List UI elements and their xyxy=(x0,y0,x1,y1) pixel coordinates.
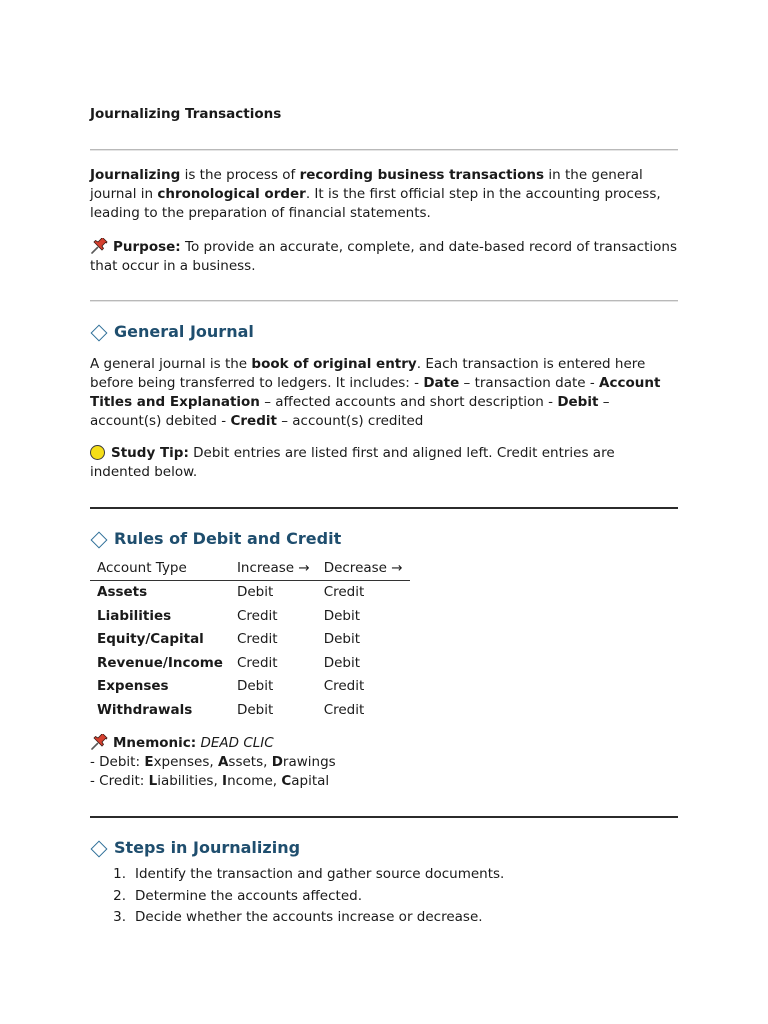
column-header: Increase → xyxy=(230,556,317,581)
divider xyxy=(90,507,678,509)
text-run: ssets, xyxy=(228,754,272,770)
text-run: in the general journal in xyxy=(90,167,643,202)
diamond-icon xyxy=(91,532,108,549)
study-tip-paragraph xyxy=(90,444,678,482)
intro-paragraph xyxy=(90,166,678,223)
yellow-circle-icon xyxy=(90,445,105,460)
text-run: ncome, xyxy=(227,773,282,789)
account-type-cell: Revenue/Income xyxy=(97,654,223,671)
section-heading-rules xyxy=(90,528,678,550)
account-type-cell: Assets xyxy=(97,584,148,600)
purpose-label: Purpose: xyxy=(113,239,181,255)
bold-text-run: I xyxy=(222,773,228,789)
purpose-paragraph xyxy=(90,238,678,276)
account-type-cell: Expenses xyxy=(97,678,169,695)
bold-text-run: Date xyxy=(423,375,460,391)
step-number: 3. xyxy=(113,909,126,925)
table-row xyxy=(90,699,410,723)
mnemonic-text: DEAD CLIC xyxy=(200,735,274,751)
mnemonic-debit-line xyxy=(90,754,336,770)
text-run: A general journal is the xyxy=(90,356,252,372)
text-run: – affected accounts and short description - xyxy=(259,394,558,410)
bold-text-run: A xyxy=(217,754,229,770)
account-type-cell: Liabilities xyxy=(97,607,172,624)
diamond-icon xyxy=(91,325,108,342)
divider xyxy=(90,300,678,302)
table-row xyxy=(90,675,410,699)
column-header: Decrease → xyxy=(317,556,410,581)
decrease-cell: Debit xyxy=(323,631,361,648)
bold-text-run: book of original entry xyxy=(251,356,417,372)
general-journal-text xyxy=(90,356,660,429)
document-title: Journalizing Transactions xyxy=(90,106,282,122)
column-header: Account Type xyxy=(90,556,230,581)
table-row xyxy=(90,652,410,676)
bold-text-run: L xyxy=(148,773,158,789)
text-run: apital xyxy=(291,773,330,789)
mnemonic-paragraph xyxy=(90,734,678,791)
pushpin-icon xyxy=(90,238,108,254)
table-row xyxy=(90,581,410,605)
increase-cell: Credit xyxy=(236,631,278,648)
bold-text-run: D xyxy=(271,754,283,770)
divider xyxy=(90,816,678,818)
divider xyxy=(90,149,678,151)
text-run: . It is the first official step in the accounting process, leading to the preparation of financial statements. xyxy=(90,186,661,221)
decrease-cell: Credit xyxy=(323,701,365,718)
text-run: rawings xyxy=(282,754,336,770)
account-type-cell: Equity/Capital xyxy=(97,631,204,648)
bold-text-run: Journalizing xyxy=(90,167,181,183)
text-run: - Debit: xyxy=(90,754,145,770)
bold-text-run: chronological order xyxy=(157,186,306,202)
text-run: . Each transaction is entered here before being transferred to ledgers. It includes: - xyxy=(90,356,646,391)
step-text: Decide whether the accounts increase or decrease. xyxy=(135,909,483,925)
section-heading-steps xyxy=(90,837,678,859)
debit-credit-table xyxy=(90,556,410,723)
heading-text: Steps in Journalizing xyxy=(114,838,301,857)
diamond-icon xyxy=(91,841,108,858)
text-run: iabilities, xyxy=(157,773,223,789)
heading-text: Rules of Debit and Credit xyxy=(114,529,342,548)
decrease-cell: Debit xyxy=(323,654,361,671)
text-run: is the process of xyxy=(180,167,300,183)
purpose-text: To provide an accurate, complete, and date-based record of transactions that occur in a business. xyxy=(90,239,677,274)
increase-cell: Debit xyxy=(236,678,274,695)
text-run: xpenses, xyxy=(153,754,218,770)
bold-text-run: Account Titles and Explanation xyxy=(90,375,661,410)
table-header-row xyxy=(90,556,410,581)
text-run: – account(s) debited - xyxy=(90,394,610,429)
mnemonic-credit-line xyxy=(90,773,329,789)
bold-text-run: C xyxy=(281,773,292,789)
section-heading-general-journal xyxy=(90,321,678,343)
account-type-cell: Withdrawals xyxy=(97,701,193,718)
text-run: – transaction date - xyxy=(459,375,600,391)
heading-text: General Journal xyxy=(114,322,254,341)
step-number: 2. xyxy=(113,887,126,904)
table-row xyxy=(90,605,410,629)
study-tip-label: Study Tip: xyxy=(111,445,189,461)
increase-cell: Debit xyxy=(236,701,274,718)
step-text: Identify the transaction and gather source documents. xyxy=(135,866,505,882)
table-row xyxy=(90,628,410,652)
general-journal-paragraph xyxy=(90,355,678,431)
increase-cell: Credit xyxy=(236,607,278,624)
decrease-cell: Credit xyxy=(323,584,365,600)
step-number: 1. xyxy=(113,866,126,882)
decrease-cell: Debit xyxy=(323,607,361,624)
step-text: Determine the accounts affected. xyxy=(135,887,362,904)
text-run: - Credit: xyxy=(90,773,149,789)
mnemonic-label: Mnemonic: xyxy=(113,735,197,751)
increase-cell: Debit xyxy=(236,584,274,600)
pushpin-icon xyxy=(90,734,108,750)
decrease-cell: Credit xyxy=(323,678,365,695)
text-run: – account(s) credited xyxy=(276,413,424,429)
bold-text-run: Credit xyxy=(230,413,277,429)
intro-text xyxy=(90,167,661,221)
study-tip-text: Debit entries are listed first and aligned left. Credit entries are indented below. xyxy=(90,445,615,480)
increase-cell: Credit xyxy=(236,654,278,671)
bold-text-run: Debit xyxy=(557,394,599,410)
bold-text-run: E xyxy=(144,754,154,770)
bold-text-run: recording business transactions xyxy=(299,167,545,183)
